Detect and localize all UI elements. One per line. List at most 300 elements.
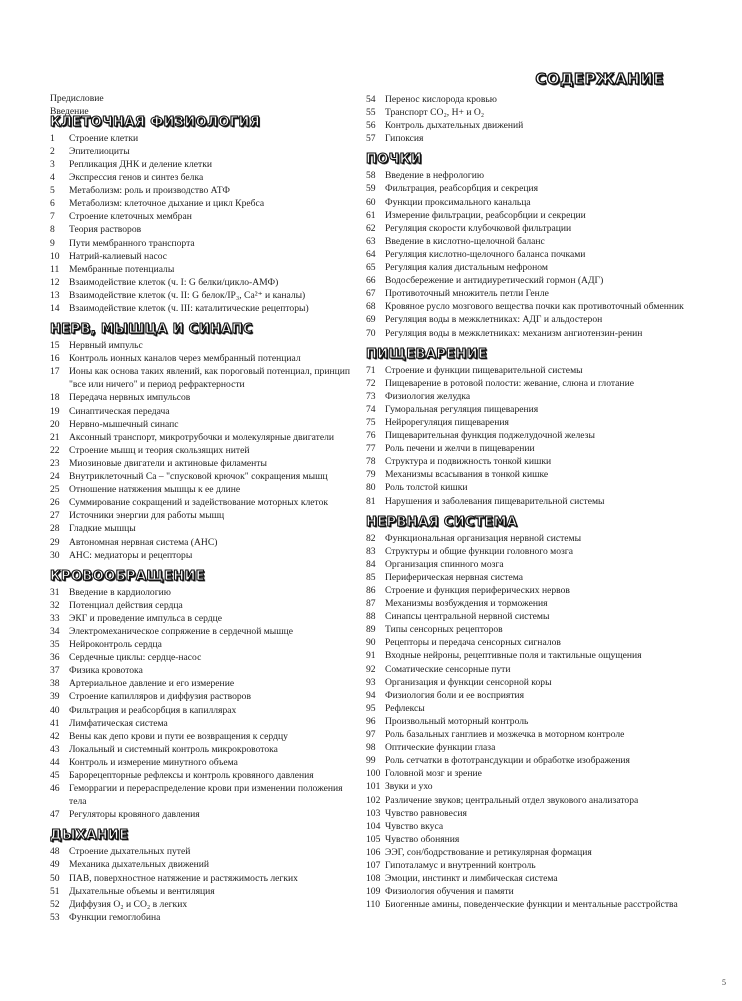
toc-entry-number: 9: [50, 237, 55, 249]
toc-entry[interactable]: [366, 132, 696, 145]
toc-entry-number: 109: [366, 886, 381, 898]
toc-entry[interactable]: [50, 391, 360, 404]
toc-entry-title: Транспорт CO₂, H+ и O₂: [385, 107, 485, 119]
page-title: СОДЕРЖАНИЕ: [535, 70, 664, 88]
toc-entry-title: Экспрессия генов и синтез белка: [69, 172, 204, 184]
toc-entry[interactable]: [366, 300, 696, 313]
toc-entry-number: 3: [50, 158, 55, 170]
toc-entry-number: 22: [50, 444, 60, 456]
toc-entry-number: 90: [366, 637, 376, 649]
toc-entry[interactable]: [50, 276, 360, 289]
toc-entry-number: 32: [50, 599, 60, 611]
toc-entry[interactable]: [50, 651, 360, 664]
toc-entry[interactable]: [366, 584, 696, 597]
toc-entry-number: 15: [50, 340, 60, 352]
toc-entry[interactable]: [366, 558, 696, 571]
toc-entry-title: Нервный импульс: [69, 340, 143, 352]
toc-entry-title: Строение клетки: [69, 132, 139, 144]
toc-entry-number: 7: [50, 211, 55, 223]
toc-entry-title: Отношение натяжения мышцы к ее длине: [69, 484, 241, 496]
toc-entry-number: 82: [366, 532, 376, 544]
toc-entry[interactable]: [366, 287, 696, 300]
toc-entry[interactable]: [366, 663, 696, 676]
toc-entry-number: 97: [366, 729, 376, 741]
toc-right-column: [366, 93, 696, 911]
toc-entry-number: 60: [366, 196, 376, 208]
toc-entry-title: Синапсы центральной нервной системы: [385, 611, 550, 623]
toc-entry-number: 53: [50, 911, 60, 923]
toc-entry-number: 61: [366, 209, 376, 221]
toc-entry-number: 48: [50, 846, 60, 858]
toc-entry[interactable]: [50, 858, 360, 871]
toc-entry-title: Роль сетчатки в фототрансдукции и обработке изображения: [385, 755, 630, 767]
toc-entry[interactable]: [50, 444, 360, 457]
toc-entry[interactable]: [50, 677, 360, 690]
toc-entry[interactable]: [366, 442, 696, 455]
toc-entry[interactable]: [366, 222, 696, 235]
toc-entry[interactable]: [50, 690, 360, 703]
toc-entry[interactable]: [50, 549, 360, 562]
toc-entry-title: Строение и функция периферических нервов: [385, 585, 570, 596]
toc-entry-number: 106: [366, 846, 381, 858]
toc-entry[interactable]: [366, 182, 696, 195]
toc-entry[interactable]: [366, 196, 696, 209]
toc-entry[interactable]: [366, 403, 696, 416]
toc-entry[interactable]: [50, 132, 360, 145]
toc-entry-title: Рефлексы: [385, 702, 425, 714]
toc-entry-title: Кровяное русло мозгового вещества почки как противоточный обменник: [385, 301, 684, 313]
toc-entry-title: Взаимодействие клеток (ч. I: G белки/цикло-АМФ): [69, 276, 279, 288]
toc-entry-number: 4: [50, 172, 55, 184]
toc-entry-number: 55: [366, 107, 376, 119]
toc-entry[interactable]: [366, 741, 696, 754]
toc-entry[interactable]: [366, 364, 696, 377]
toc-entry-title: Вены как депо крови и пути ее возвращения к сердцу: [69, 730, 288, 742]
toc-entry[interactable]: [366, 649, 696, 662]
toc-entry-title: Механизмы возбуждения и торможения: [385, 598, 548, 610]
toc-entry-title: Фильтрация, реабсорбция и секреция: [385, 183, 539, 195]
toc-entry-title: Структуры и общие функции головного мозга: [385, 545, 574, 557]
toc-entry[interactable]: [366, 571, 696, 584]
toc-entry-number: 94: [366, 689, 376, 701]
toc-entry-number: 17: [50, 366, 60, 378]
toc-entry-title: Периферическая нервная система: [385, 571, 523, 583]
toc-entry[interactable]: [366, 833, 696, 846]
toc-entry-number: 95: [366, 702, 376, 714]
toc-entry-title: Структура и подвижность тонкой кишки: [385, 456, 552, 468]
toc-entry-title: Механика дыхательных движений: [69, 859, 210, 871]
toc-entry-title: Передача нервных импульсов: [69, 392, 191, 404]
toc-entry[interactable]: [366, 106, 696, 119]
toc-entry[interactable]: [50, 509, 360, 522]
toc-entry-number: 28: [50, 523, 60, 535]
toc-entry-number: 40: [50, 704, 60, 716]
toc-entry-title: Оптические функции глаза: [385, 742, 496, 754]
toc-entry-number: 84: [366, 558, 376, 570]
toc-entry-number: 67: [366, 288, 376, 300]
toc-entry[interactable]: [366, 119, 696, 132]
section-heading: ПОЧКИ: [366, 152, 422, 168]
toc-entry[interactable]: [50, 145, 360, 158]
toc-entry[interactable]: [366, 209, 696, 222]
toc-entry[interactable]: [50, 599, 360, 612]
toc-entry-title: Введение в кислотно-щелочной баланс: [385, 235, 545, 247]
toc-entry[interactable]: [50, 263, 360, 276]
toc-entry[interactable]: [366, 416, 696, 429]
toc-entry-title: Контроль ионных каналов через мембранный потенциал: [69, 353, 301, 365]
toc-entry[interactable]: [50, 522, 360, 535]
toc-entry-number: 71: [366, 364, 376, 376]
toc-entry[interactable]: [366, 715, 696, 728]
toc-entry-number: 57: [366, 133, 376, 145]
toc-entry-number: 52: [50, 898, 60, 910]
toc-entry[interactable]: [366, 261, 696, 274]
toc-entry[interactable]: [50, 586, 360, 599]
toc-entry-title: Перенос кислорода кровью: [385, 94, 497, 105]
toc-entry-title: Функциональная организация нервной системы: [385, 532, 582, 544]
toc-entry[interactable]: [50, 612, 360, 625]
toc-entry-number: 34: [50, 625, 60, 637]
toc-entry-title: АНС: медиаторы и рецепторы: [69, 549, 193, 561]
toc-entry-title: Функции гемоглобина: [69, 911, 161, 923]
toc-entry-number: 16: [50, 353, 60, 365]
toc-entry-number: 59: [366, 183, 376, 195]
toc-entry-number: 35: [50, 639, 60, 651]
toc-entry-number: 96: [366, 715, 376, 727]
toc-entry-title: Типы сенсорных рецепторов: [385, 624, 503, 636]
toc-entry[interactable]: [50, 223, 360, 236]
toc-entry[interactable]: [50, 782, 360, 808]
toc-entry[interactable]: [50, 911, 360, 924]
toc-entry-title: Функции проксимального канальца: [385, 196, 531, 208]
toc-entry[interactable]: [50, 470, 360, 483]
toc-entry-number: 70: [366, 327, 376, 339]
toc-entry-title: Регуляция кислотно-щелочного баланса почками: [385, 248, 586, 260]
toc-entry[interactable]: [366, 610, 696, 623]
toc-entry-title: Электромеханическое сопряжение в сердечной мышце: [69, 625, 294, 637]
toc-entry[interactable]: [366, 780, 696, 793]
toc-entry-title: Водосбережение и антидиуретический гормон (АДГ): [385, 275, 604, 287]
toc-entry[interactable]: [50, 171, 360, 184]
toc-entry-number: 77: [366, 443, 376, 455]
toc-entry-number: 18: [50, 392, 60, 404]
toc-entry-number: 75: [366, 416, 376, 428]
toc-entry-title: Метаболизм: роль и производство АТФ: [69, 185, 230, 197]
toc-entry[interactable]: [366, 390, 696, 403]
toc-entry-number: 45: [50, 770, 60, 781]
toc-entry[interactable]: [50, 808, 360, 821]
toc-entry[interactable]: [366, 545, 696, 558]
toc-entry-title: Диффузия O₂ и CO₂ в легких: [69, 898, 188, 910]
toc-entry[interactable]: [366, 327, 696, 340]
toc-entry-title: Суммирование сокращений и задействование моторных клеток: [69, 497, 329, 509]
toc-entry-title: Звуки и ухо: [385, 781, 433, 793]
toc-entry-title: Гипоталамус и внутренний контроль: [385, 859, 536, 871]
toc-entry-title: Нарушения и заболевания пищеварительной системы: [385, 495, 605, 507]
toc-entry[interactable]: [50, 496, 360, 509]
toc-entry-title: Гладкие мышцы: [69, 523, 136, 535]
toc-entry[interactable]: [366, 235, 696, 248]
toc-entry[interactable]: [366, 377, 696, 390]
toc-entry-number: 1: [50, 132, 55, 144]
toc-entry[interactable]: [366, 676, 696, 689]
toc-entry-number: 23: [50, 457, 60, 469]
toc-entry[interactable]: [50, 197, 360, 210]
toc-entry[interactable]: [366, 636, 696, 649]
toc-entry-title: Чувство вкуса: [385, 820, 444, 832]
toc-entry-title: Ионы как основа таких явлений, как пороговый потенциал, принцип "все или ничего" и период рефрактерности: [69, 366, 350, 391]
toc-entry-number: 79: [366, 469, 376, 481]
toc-entry-number: 101: [366, 781, 381, 793]
toc-entry-number: 69: [366, 314, 376, 326]
toc-entry[interactable]: [366, 623, 696, 636]
toc-entry[interactable]: [366, 169, 696, 182]
toc-entry[interactable]: [366, 885, 696, 898]
toc-entry-number: 50: [50, 872, 60, 884]
toc-entry-title: Артериальное давление и его измерение: [69, 678, 235, 690]
toc-entry[interactable]: [366, 481, 696, 494]
toc-entry[interactable]: [50, 237, 360, 250]
toc-entry-number: 74: [366, 403, 376, 415]
toc-entry[interactable]: [50, 405, 360, 418]
toc-entry-number: 43: [50, 743, 60, 755]
toc-entry-number: 36: [50, 652, 60, 664]
toc-entry[interactable]: [50, 365, 360, 391]
toc-entry-number: 49: [50, 859, 60, 871]
toc-entry[interactable]: [366, 313, 696, 326]
toc-entry[interactable]: [366, 93, 696, 106]
toc-entry[interactable]: [50, 339, 360, 352]
toc-entry-title: Миозиновые двигатели и актиновые филаменты: [69, 457, 267, 469]
toc-entry[interactable]: [50, 638, 360, 651]
toc-entry-title: Автономная нервная система (АНС): [69, 536, 218, 548]
toc-entry[interactable]: [366, 767, 696, 780]
section-heading: ДЫХАНИЕ: [50, 828, 129, 844]
section-heading: КЛЕТОЧНАЯ ФИЗИОЛОГИЯ: [50, 114, 261, 130]
toc-entry-title: Строение мышц и теория скользящих нитей: [69, 444, 250, 456]
toc-entry-number: 89: [366, 624, 376, 636]
toc-entry-number: 37: [50, 665, 60, 677]
toc-entry-title: Введение в нефрологию: [385, 170, 485, 182]
toc-entry-number: 104: [366, 820, 381, 832]
toc-entry-title: Соматические сенсорные пути: [385, 663, 511, 675]
toc-entry[interactable]: [366, 274, 696, 287]
toc-entry-title: Пищеварительная функция поджелудочной железы: [385, 430, 595, 442]
toc-entry[interactable]: [366, 248, 696, 261]
toc-entry-number: 6: [50, 198, 55, 210]
toc-entry-title: Противоточный множитель петли Генле: [385, 288, 549, 300]
toc-entry[interactable]: [50, 885, 360, 898]
toc-entry-title: Метаболизм: клеточное дыхание и цикл Кребса: [69, 198, 265, 210]
toc-entry[interactable]: [366, 728, 696, 741]
toc-entry[interactable]: [50, 625, 360, 638]
toc-entry-title: Репликация ДНК и деление клетки: [69, 158, 212, 170]
toc-entry-number: 91: [366, 650, 376, 662]
toc-entry-title: Физиология желудка: [385, 390, 471, 402]
toc-entry-title: Регуляция скорости клубочковой фильтрации: [385, 222, 572, 234]
toc-entry-number: 105: [366, 833, 381, 845]
toc-entry[interactable]: [50, 756, 360, 769]
toc-entry[interactable]: [50, 704, 360, 717]
toc-entry[interactable]: [50, 743, 360, 756]
left-sections: [50, 114, 360, 924]
toc-entry[interactable]: [50, 250, 360, 263]
toc-entry[interactable]: [50, 664, 360, 677]
toc-entry-title: Организация спинного мозга: [385, 558, 504, 570]
toc-entry[interactable]: [366, 689, 696, 702]
toc-entry-title: Введение в кардиологию: [69, 586, 171, 598]
toc-entry-title: Механизмы всасывания в тонкой кишке: [385, 469, 549, 481]
toc-entry[interactable]: [366, 495, 696, 508]
toc-entry[interactable]: [50, 418, 360, 431]
toc-entry-number: 100: [366, 768, 381, 780]
toc-entry-number: 30: [50, 549, 60, 561]
toc-entry-title: Фильтрация и реабсорбция в капиллярах: [69, 704, 237, 716]
section-heading: НЕРВ, МЫШЦА И СИНАПС: [50, 322, 253, 338]
toc-entry[interactable]: [366, 794, 696, 807]
toc-entry-number: 12: [50, 276, 60, 288]
toc-entry[interactable]: [366, 702, 696, 715]
toc-entry[interactable]: [50, 730, 360, 743]
toc-entry-number: 85: [366, 571, 376, 583]
toc-entry-title: Лимфатическая система: [69, 717, 168, 729]
toc-entry-title: Измерение фильтрации, реабсорбции и секреции: [385, 209, 586, 221]
toc-entry[interactable]: [366, 429, 696, 442]
toc-entry[interactable]: [366, 859, 696, 872]
toc-entry-number: 86: [366, 585, 376, 596]
toc-entry[interactable]: [50, 872, 360, 885]
toc-entry-number: 98: [366, 742, 376, 754]
toc-entry[interactable]: [366, 468, 696, 481]
toc-entry-number: 93: [366, 676, 376, 688]
toc-entry-title: Взаимодействие клеток (ч. III: каталитические рецепторы): [69, 303, 309, 314]
toc-entry[interactable]: [366, 754, 696, 767]
toc-entry-title: Эпителиоциты: [69, 145, 130, 157]
toc-entry-title: Строение дыхательных путей: [69, 846, 191, 858]
toc-entry[interactable]: [50, 536, 360, 549]
toc-entry-title: Теория растворов: [69, 224, 142, 236]
toc-entry-number: 29: [50, 536, 60, 548]
page-number: 5: [722, 978, 726, 987]
toc-entry-title: Организация и функции сенсорной коры: [385, 676, 552, 688]
toc-entry-number: 44: [50, 756, 60, 768]
toc-left-column: [50, 93, 360, 924]
toc-entry-title: Натрий-калиевый насос: [69, 250, 167, 262]
toc-entry-title: Строение и функции пищеварительной системы: [385, 364, 583, 376]
toc-entry-number: 10: [50, 250, 60, 262]
toc-entry-number: 21: [50, 431, 60, 443]
toc-entry[interactable]: [50, 431, 360, 444]
toc-entry-title: ПАВ, поверхностное натяжение и растяжимость легких: [69, 872, 298, 884]
toc-entry[interactable]: [50, 457, 360, 470]
right-sections: [366, 93, 696, 911]
toc-entry-title: Гипоксия: [385, 133, 424, 145]
toc-entry-title: Нейрорегуляция пищеварения: [385, 416, 509, 428]
toc-entry-title: Физика кровотока: [69, 665, 143, 677]
toc-entry-title: Произвольный моторный контроль: [385, 715, 529, 727]
toc-entry-number: 33: [50, 612, 60, 624]
toc-entry-number: 31: [50, 586, 60, 598]
toc-entry-number: 24: [50, 471, 60, 483]
toc-entry-title: Эмоции, инстинкт и лимбическая система: [385, 873, 558, 885]
toc-entry-number: 110: [366, 899, 381, 911]
toc-entry[interactable]: [50, 717, 360, 730]
toc-entry[interactable]: [50, 289, 360, 302]
toc-entry[interactable]: [50, 483, 360, 496]
toc-entry-number: 87: [366, 598, 376, 610]
toc-entry[interactable]: [50, 898, 360, 911]
toc-entry-title: Биогенные амины, поведенческие функции и ментальные расстройства: [385, 899, 678, 911]
toc-entry[interactable]: [50, 184, 360, 197]
toc-entry-title: Пищеварение в ротовой полости: жевание, слюна и глотание: [385, 377, 634, 389]
toc-entry-number: 39: [50, 691, 60, 703]
intro-entry[interactable]: Предисловие: [50, 93, 104, 104]
toc-entry-title: Барорецепторные рефлексы и контроль кровяного давления: [69, 770, 314, 781]
toc-entry-title: Регуляция воды в межклетниках: механизм ангиотензин-ренин: [385, 327, 643, 339]
toc-entry[interactable]: [50, 210, 360, 223]
toc-entry-number: 80: [366, 482, 376, 494]
toc-entry-title: Роль печени и желчи в пищеварении: [385, 443, 535, 455]
toc-entry-title: Роль базальных ганглиев и мозжечка в моторном контроле: [385, 729, 625, 741]
toc-entry[interactable]: [366, 597, 696, 610]
toc-entry[interactable]: [50, 769, 360, 782]
toc-entry-title: Синаптическая передача: [69, 405, 170, 417]
toc-entry[interactable]: [366, 532, 696, 545]
toc-entry-title: Чувство обоняния: [385, 833, 460, 845]
toc-entry[interactable]: [366, 846, 696, 859]
intro-entry[interactable]: Введение: [50, 105, 89, 117]
toc-entry-number: 88: [366, 611, 376, 623]
toc-entry[interactable]: [50, 302, 360, 315]
toc-entry-title: Физиология обучения и памяти: [385, 886, 514, 898]
section-heading: ПИЩЕВАРЕНИЕ: [366, 346, 488, 362]
toc-entry-title: Строение клеточных мембран: [69, 211, 192, 223]
toc-entry-number: 78: [366, 456, 376, 468]
toc-entry[interactable]: [366, 898, 696, 911]
toc-entry-number: 20: [50, 418, 60, 430]
toc-entry[interactable]: [366, 872, 696, 885]
toc-entry[interactable]: [50, 845, 360, 858]
toc-entry-title: Контроль и измерение минутного объема: [69, 756, 238, 768]
toc-entry-title: Мембранные потенциалы: [69, 263, 175, 275]
toc-entry-number: 42: [50, 730, 60, 742]
toc-entry-number: 46: [50, 783, 60, 795]
toc-entry[interactable]: [366, 455, 696, 468]
toc-entry-number: 65: [366, 262, 376, 274]
toc-entry-title: Чувство равновесия: [385, 807, 467, 819]
toc-entry-number: 5: [50, 185, 55, 197]
toc-entry-number: 81: [366, 495, 376, 507]
toc-entry-number: 38: [50, 678, 60, 690]
toc-entry-title: Регуляция воды в межклетниках: АДГ и альдостерон: [385, 314, 603, 326]
toc-entry-title: Локальный и системный контроль микрокровотока: [69, 743, 278, 755]
toc-entry[interactable]: [366, 807, 696, 820]
toc-entry-number: 2: [50, 145, 55, 157]
toc-entry-number: 19: [50, 405, 60, 417]
toc-entry[interactable]: [50, 352, 360, 365]
toc-entry[interactable]: [366, 820, 696, 833]
toc-entry-number: 41: [50, 717, 60, 729]
toc-entry-title: Регуляторы кровяного давления: [69, 809, 200, 821]
toc-entry[interactable]: [50, 158, 360, 171]
toc-entry-number: 51: [50, 885, 60, 897]
toc-entry-number: 14: [50, 303, 60, 314]
toc-entry-title: Дыхательные объемы и вентиляция: [69, 885, 215, 897]
toc-entry-number: 56: [366, 120, 376, 132]
toc-entry-title: ЭКГ и проведение импульса в сердце: [69, 612, 223, 624]
toc-entry-title: Нейроконтроль сердца: [69, 639, 162, 651]
toc-entry-number: 108: [366, 873, 381, 885]
